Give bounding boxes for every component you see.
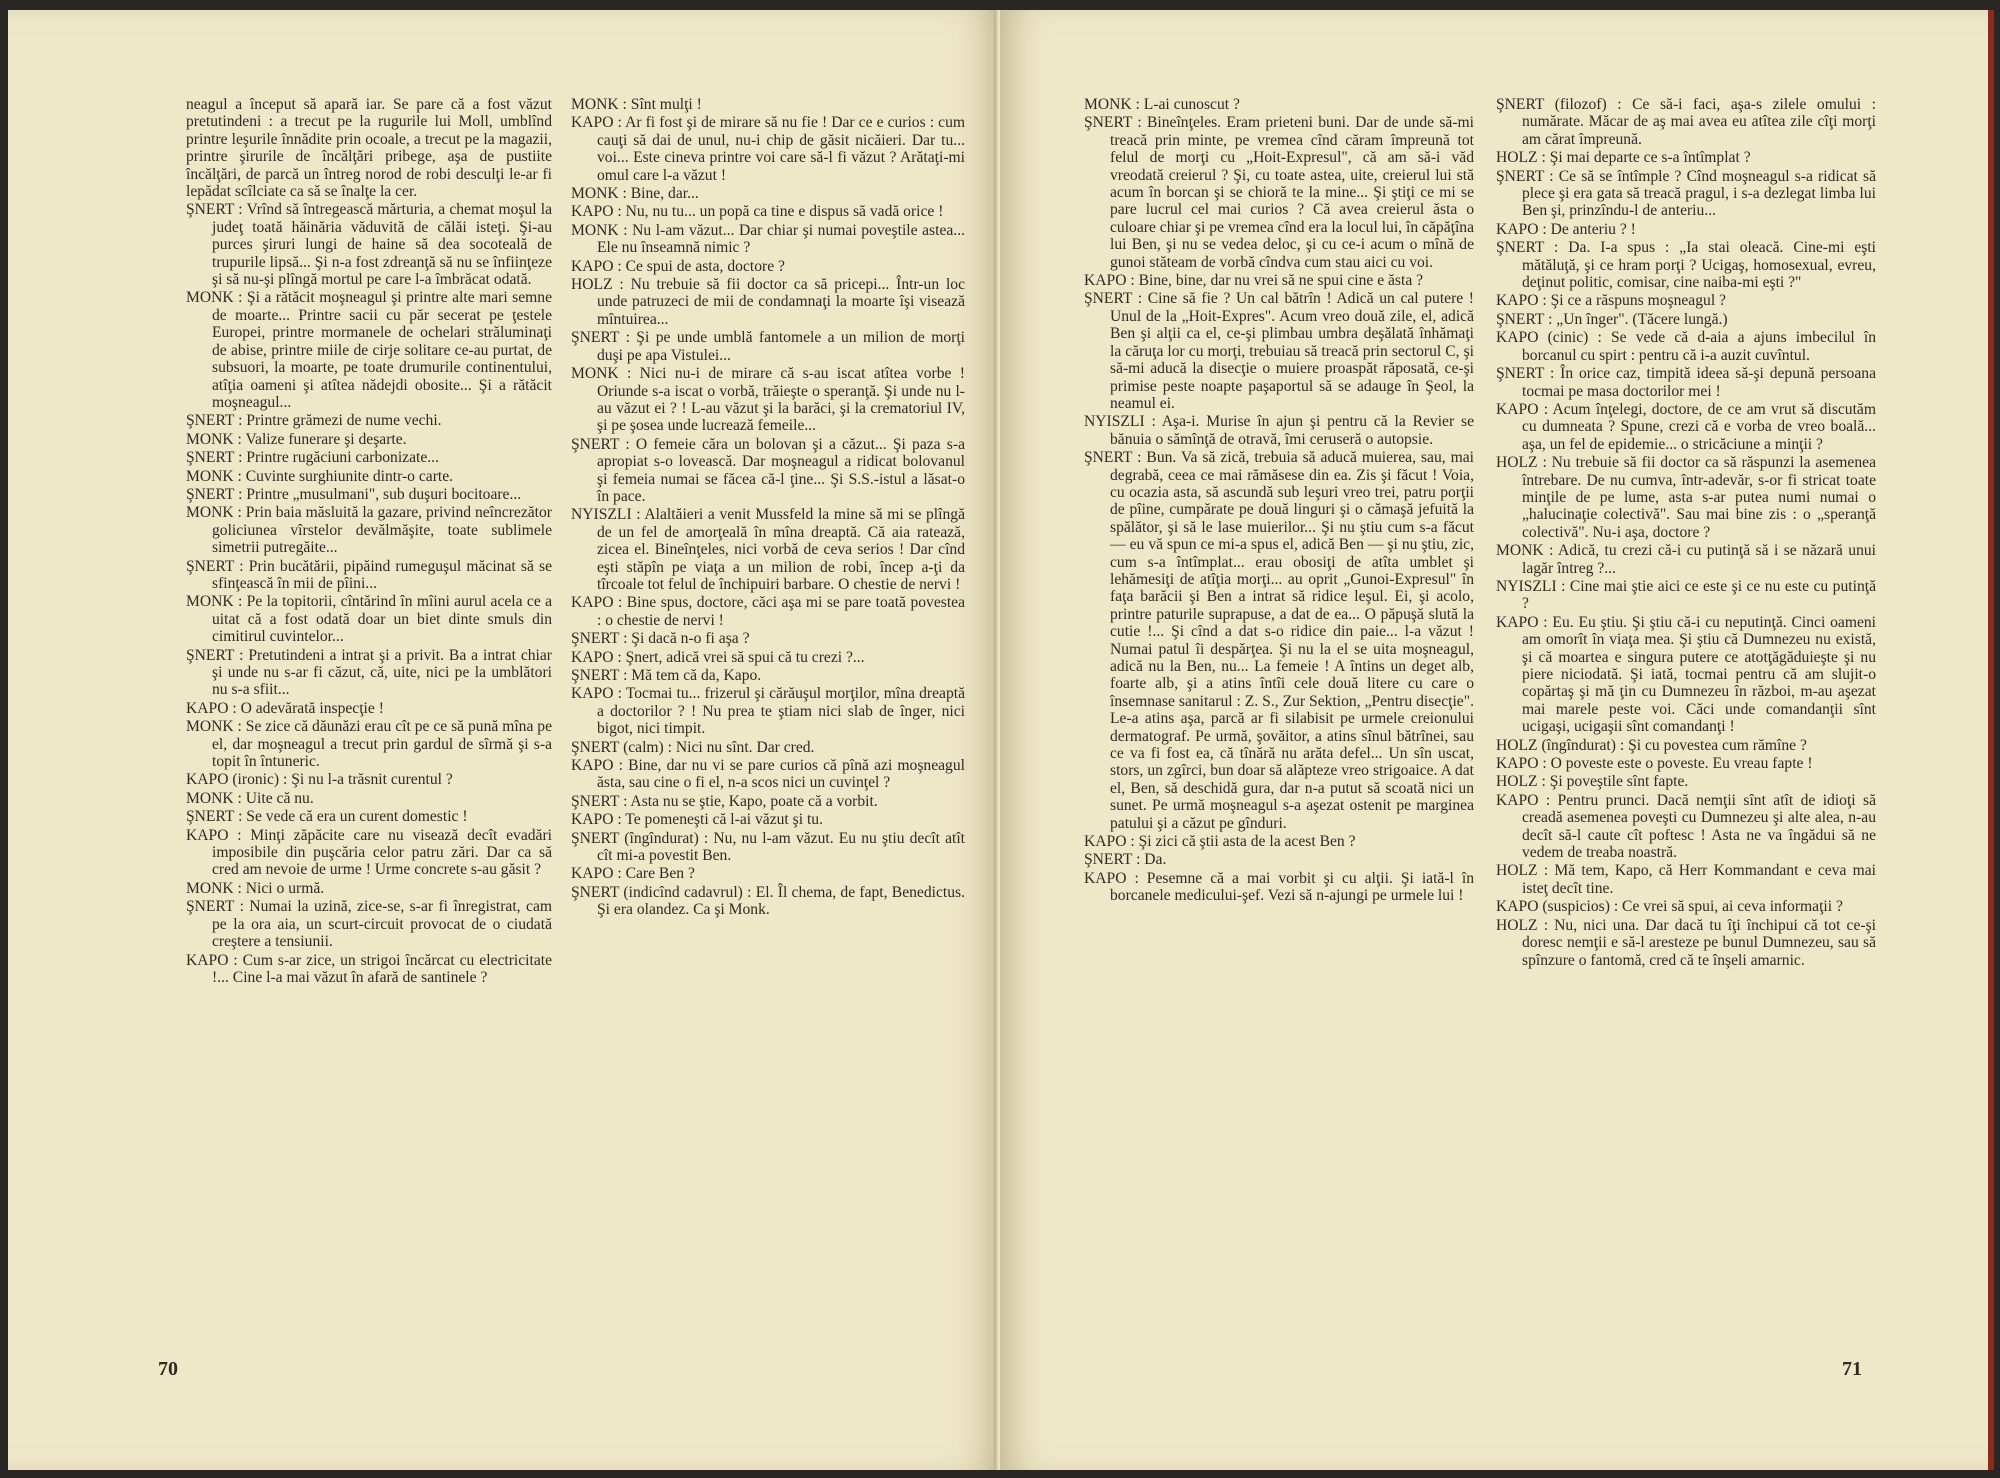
dialogue-line: KAPO : Care Ben ? (571, 865, 695, 883)
dialogue-line: KAPO : Şi zici că ştii asta de la acest Ben ? (1084, 833, 1356, 851)
dialogue-line: MONK : Se zice că dăunăzi erau cît pe ce să pună mîna pe el, dar moşneagul a trecut prin gardul de sîrmă şi s-a topit în întuneric. (186, 718, 552, 771)
dialogue-line: ŞNERT : Cine să fie ? Un cal bătrîn ! Adică un cal putere ! Unul de la „Hoit-Expres". Acum vreo două zile, el, adică Ben şi alţii ca el, ce-şi plimbau umbra deşălată înhămaţi la căruţa lor cu morţi, trebuiau să treacă prin sectorul C, şi să-mi aducă la disecţie o muiere proaspăt răposată, ce-şi primise peste noapte paşaportul să se adauge în Şeol, la neamul ei. (1084, 290, 1474, 412)
dialogue-line: ŞNERT : Printre grămezi de nume vechi. (186, 412, 442, 430)
dialogue-line: ŞNERT : Şi dacă n-o fi aşa ? (571, 630, 750, 648)
dialogue-line: MONK : Adică, tu crezi că-i cu putinţă să i se năzară unui lagăr întreg ?... (1496, 542, 1876, 577)
dialogue-line: MONK : Nu l-am văzut... Dar chiar şi numai poveştile astea... Ele nu înseamnă nimic ? (571, 221, 965, 257)
dialogue-line: KAPO : Bine, bine, dar nu vrei să ne spui cine e ăsta ? (1084, 272, 1424, 290)
dialogue-line: KAPO : Pentru prunci. Dacă nemţii sînt atît de idioţi să creadă asemenea poveşti cu Dumnezeu şi alte alea, n-au decît să-l caute cît poftesc ! Asta ne va îngădui să ne vedem de treaba noastră. (1496, 791, 1876, 862)
dialogue-line: KAPO (ironic) : Şi nu l-a trăsnit curentul ? (186, 771, 453, 789)
right-page (1000, 10, 1994, 1470)
dialogue-line: neagul a început să apară iar. Se pare că a fost văzut pretutindeni : a trecut pe la rugurile lui Moll, umblînd printre leşurile înnădite prin ocoale, a trecut pe la magazii, printre şirurile de încălţări pribege, aşa de pustiite încălţări, de parcă un întreg norod de robi desculţi le-ar fi lepădat scîlciate ca să se înalţe la cer. (186, 96, 552, 201)
dialogue-line: MONK : Şi a rătăcit moşneagul şi printre alte mari semne de moarte... Printre sacii cu păr secerat pe ţestele Europei, printre mormanele de ochelari străluminaţi de abise, printre miile de cirje solitare ce-au purtat, de subsuori, la moarte, pe toate drumurile continentului, atîţia oameni şi atîtea nădejdi obosite... Şi a rătăcit moşneagul... (186, 289, 552, 411)
dialogue-line: ŞNERT : În orice caz, timpită ideea să-şi depună persoana tocmai pe masa doctorilor mei ! (1496, 365, 1876, 400)
dialogue-line: KAPO : Cum s-ar zice, un strigoi încărcat cu electricitate !... Cine l-a mai văzut în afară de santinele ? (186, 951, 552, 986)
dialogue-line: KAPO : Bine, dar nu vi se pare curios că pînă azi moşneagul ăsta, sau cine o fi el, n-a scos nici un cuvinţel ? (571, 757, 965, 792)
page-number-left: 70 (158, 1358, 178, 1380)
dialogue-line: KAPO : Minţi zăpăcite care nu visează decît evadări imposibile din puşcăria celor patru zări. Dar ca să cred am nevoie de urme ! Urme concrete s-au găsit ? (186, 826, 552, 879)
dialogue-line: MONK : Uite că nu. (186, 789, 314, 807)
dialogue-line: MONK : L-ai cunoscut ? (1084, 96, 1240, 113)
dialogue-line: ŞNERT : Prin bucătării, pipăind rumeguşul măcinat să se sfinţească în mii de pîini... (186, 557, 552, 592)
dialogue-line: ŞNERT (indicînd cadavrul) : El. Îl chema, de fapt, Benedictus. Şi era olandez. Ca şi Monk. (571, 883, 965, 919)
dialogue-line: MONK : Prin baia măsluită la gazare, privind neîncrezător goliciunea vîrstelor devălmăşite, toate sublimele simetrii putregăite... (186, 504, 552, 557)
dialogue-line: MONK : Bine, dar... (571, 185, 699, 203)
dialogue-line: KAPO : Şnert, adică vrei să spui că tu crezi ?... (571, 648, 865, 666)
dialogue-line: HOLZ (îngîndurat) : Şi cu povestea cum rămîne ? (1496, 736, 1807, 754)
dialogue-line: ŞNERT : Da. (1084, 851, 1167, 869)
dialogue-line: ŞNERT : Bineînţeles. Eram prieteni buni. Dar de unde să-mi treacă prin minte, pe vremea cînd căram împreună tot felul de morţi cu „Hoit-Expresul", că am să-i văd vreodată creierul ? Şi, cu toate astea, uite, creierul lui stă acum în borcan şi se chioră te la mine... Şi ştiţi ce mi se pare lucrul cel mai curios ? Că avea creierul ăsta o culoare chiar şi pe vremea cînd era la locul lui, în căpăţîna lui Ben, şi nu se vedea deloc, şi cu ce-i acum o mînă de gunoi stăteam de vorbă cîndva cum stau aici cu voi. (1084, 114, 1474, 271)
dialogue-line: ŞNERT : Pretutindeni a intrat şi a privit. Ba a intrat chiar şi unde nu s-ar fi căzut, că, uite, nici pe la umblători nu s-a sfiit... (186, 646, 552, 699)
dialogue-line: MONK : Valize funerare şi deşarte. (186, 430, 407, 448)
dialogue-line: ŞNERT : „Un înger". (Tăcere lungă.) (1496, 310, 1728, 328)
dialogue-line: HOLZ : Nu trebuie să fii doctor ca să pricepi... Într-un loc unde patruzeci de mii de condamnaţi la moarte îşi visează mîntuirea... (571, 276, 965, 328)
dialogue-line: KAPO : Te pomeneşti că l-ai văzut şi tu. (571, 811, 823, 829)
dialogue-line: KAPO (cinic) : Se vede că d-aia a ajuns imbecilul în borcanul cu spirt : pentru că i-a auzit cuvîntul. (1496, 329, 1876, 364)
column-2 (571, 96, 965, 920)
page-number-right: 71 (1842, 1358, 1862, 1380)
dialogue-line: NYISZLI : Aşa-i. Murise în ajun şi pentru că la Revier se bănuia o sămînţă de otravă, îmi ceruseră o autopsie. (1084, 413, 1474, 448)
dialogue-line: ŞNERT : Numai la uzină, zice-se, s-ar fi înregistrat, cam pe la ora aia, un scurt-circuit provocat de o ciudată creştere a tensiunii. (186, 898, 552, 951)
dialogue-line: ŞNERT : Mă tem că da, Kapo. (571, 667, 762, 684)
dialogue-line: ŞNERT : Bun. Va să zică, trebuia să aducă muierea, sau, mai degrabă, ceea ce mai rămăsese din ea. Zis şi făcut ! Voia, cu ocazia asta, să ascundă sub leşuri vreo trei, patru porţii de pîine, cumpărate pe două linguri şi o cămaşă jefuită la spălător, şi să le lase muierilor... Şi nu ştiu cum s-a făcut — eu vă spun ce mi-a spus el, adică Ben — şi nu ştiu, zic, cum s-a întîmplat... erau obosiţi de atîta umblet şi lehămesiţi de atîţia morţi... au oprit „Gunoi-Expresul" în faţa barăcii şi Ben a intrat să ridice leşul. Ei, şi acolo, printre paturile suprapuse, a dat de ea... O păpuşă slută la cutie !... Şi cînd a dat s-o ridice din paie... l-a văzut ! Numai patul îi despărţea. Şi nu la el se uita moşneagul, adică nu la Ben, nu... La femeie ! A întins un deget alb, foarte alb, şi a atins întîi cele două litere cu care o însemnase sanitarul : Z. S., Zur Sektion, „Pentru disecţie". Le-a atins aşa, parcă ar fi silabisit pe urmele creionului dermatograf. Pe urmă, şovăitor, a atins sînul bătrînei, sau ce va fi fost ea, că tînără nu arăta defel... Un sîn uscat, stors, un zgîrci, bun doar să alăpteze vreo strigoaice. A dat el, Ben, să deschidă gura, dar n-a putut să scoată nici un sunet. Pe urmă moşneagul s-a aşezat ostenit pe marginea patului şi a căzut pe gînduri. (1084, 449, 1474, 832)
dialogue-line: ŞNERT (filozof) : Ce să-i faci, aşa-s zilele omului : numărate. Măcar de aş mai avea eu atîtea zile cîţi morţi am cărat împreună. (1496, 96, 1876, 148)
dialogue-line: MONK : Nici nu-i de mirare că s-au iscat atîtea vorbe ! Oriunde s-a iscat o vorbă, trăieşte o speranţă. Şi unde nu l-au văzut ei ? ! L-au văzut şi la barăci, şi la crematoriul IV, şi pe şosea unde lucrează femeile... (571, 365, 965, 435)
dialogue-line: KAPO : Acum înţelegi, doctore, de ce am vrut să discutăm cu dumneata ? Spune, crezi că e vorba de vreo boală... aşa, un fel de epidemie... o stricăciune a minţii ? (1496, 400, 1876, 453)
dialogue-line: KAPO : Eu. Eu ştiu. Şi ştiu că-i cu neputinţă. Cinci oameni am omorît în viaţa mea. Şi ştiu că Dumnezeu nu există, şi că moartea e singura putere ce atotţăgăduieşte şi nu piere niciodată. Şi iată, tocmai pentru că am slujit-o copărtaş şi mă ţin cu Dumnezeu în război, m-au aşezat mai marele peste voi. Căci unde comandanţii sînt ucigaşi, ucigaşii sînt comandanţi ! (1496, 613, 1876, 736)
dialogue-line: MONK : Pe la topitorii, cîntărind în mîini aurul acela ce a uitat că a fost odată doar un biet dinte smuls din cimitirul cuvintelor... (186, 593, 552, 646)
dialogue-line: KAPO : Tocmai tu... frizerul şi cărăuşul morţilor, mîna dreaptă a doctorilor ? ! Nu prea te ştiam nici slab de înger, nici bigot, nici timpit. (571, 685, 965, 738)
column-1 (186, 96, 552, 987)
dialogue-line: ŞNERT : Vrînd să întregească mărturia, a chemat moşul la judeţ toată hăinăria văduvită de călăi isteţi. Şi-au purces şiruri lungi de haine să dea socoteală de trupurile lipsă... Şi n-a fost zdreanţă să nu se înfiinţeze şi să nu-şi plîngă mortul pe care l-a îmbrăcat odată. (186, 201, 552, 289)
dialogue-line: HOLZ : Şi mai departe ce s-a întîmplat ? (1496, 149, 1751, 167)
dialogue-line: KAPO : Nu, nu tu... un popă ca tine e dispus să vadă orice ! (571, 203, 944, 221)
dialogue-line: HOLZ : Mă tem, Kapo, că Herr Kommandant e ceva mai isteţ decît tine. (1496, 862, 1876, 897)
page-edge (1988, 10, 1994, 1470)
dialogue-line: KAPO : Bine spus, doctore, căci aşa mi se pare toată povestea : o chestie de nervi ! (571, 594, 965, 629)
column-3 (1084, 96, 1474, 906)
dialogue-line: KAPO : Ar fi fost şi de mirare să nu fie ! Dar ce e curios : cum cauţi să dai de unul, nu-i chip de găsit nicăieri. Dar tu... voi... Este cineva printre voi care să-l fi văzut ? Arătaţi-mi omul care l-a văzut ! (571, 114, 965, 184)
dialogue-line: KAPO : Ce spui de asta, doctore ? (571, 257, 785, 275)
dialogue-line: ŞNERT (îngîndurat) : Nu, nu l-am văzut. Eu nu ştiu decît atît cît mi-a povestit Ben. (571, 829, 965, 865)
column-4 (1496, 96, 1876, 970)
dialogue-line: ŞNERT : Şi pe unde umblă fantomele a un milion de morţi duşi pe apa Vistulei... (571, 329, 965, 364)
dialogue-line: ŞNERT : Printre „musulmani", sub duşuri bocitoare... (186, 485, 522, 503)
dialogue-line: NYISZLI : Cine mai ştie aici ce este şi ce nu este cu putinţă ? (1496, 577, 1876, 613)
dialogue-line: KAPO : Pesemne că a mai vorbit şi cu alţii. Şi iată-l în borcanele medicului-şef. Vezi să n-ajungi pe urmele lui ! (1084, 869, 1474, 905)
dialogue-line: MONK : Sînt mulţi ! (571, 96, 702, 113)
dialogue-line: KAPO : O poveste este o poveste. Eu vreau fapte ! (1496, 755, 1813, 773)
dialogue-line: ŞNERT : Asta nu se ştie, Kapo, poate că a vorbit. (571, 792, 878, 810)
dialogue-line: ŞNERT : Ce să se întîmple ? Cînd moşneagul s-a ridicat să plece şi era gata să treacă pragul, i s-a dezlegat limba lui Ben şi, prinzîndu-l de anteriu... (1496, 167, 1876, 220)
dialogue-line: NYISZLI : Alaltăieri a venit Mussfeld la mine să mi se plîngă de un fel de amorţeală în mîna dreaptă. Că aia ratează, zicea el. Bineînţeles, nici vorbă de ceva serios ! Dar cînd eşti stăpîn pe viaţa a un milion de robi, încep a-ţi da tîrcoale tot felul de închipuiri barbare. O chestie de nervi ! (571, 506, 965, 593)
dialogue-line: ŞNERT : O femeie căra un bolovan şi a căzut... Şi paza s-a apropiat s-o lovească. Dar moşneagul a ridicat bolovanul şi femeia numai se făcea că-l ţine... Şi S.S.-istul a lăsat-o în pace. (571, 435, 965, 505)
dialogue-line: MONK : Cuvinte surghiunite dintr-o carte. (186, 467, 454, 485)
dialogue-line: HOLZ : Şi poveştile sînt fapte. (1496, 773, 1689, 791)
dialogue-line: MONK : Nici o urmă. (186, 879, 325, 897)
dialogue-line: HOLZ : Nu, nici una. Dar dacă tu îţi închipui că tot ce-şi doresc nemţii e să-l aresteze pe bunul Dumnezeu, sau să spînzure o fantomă, cred că te înşeli amarnic. (1496, 916, 1876, 969)
dialogue-line: ŞNERT : Printre rugăciuni carbonizate... (186, 449, 439, 467)
dialogue-line: ŞNERT : Da. I-a spus : „Ia stai oleacă. Cine-mi eşti mătăluţă, şi ce hram porţi ? Ucigaş, homosexual, evreu, deţinut politic, comisar, cine naiba-mi eşti ?" (1496, 239, 1876, 292)
dialogue-line: KAPO (suspicios) : Ce vrei să spui, ai ceva informaţii ? (1496, 898, 1843, 916)
dialogue-line: ŞNERT : Se vede că era un curent domestic ! (186, 808, 468, 826)
dialogue-line: HOLZ : Nu trebuie să fii doctor ca să răspunzi la asemenea întrebare. De nu cumva, într-adevăr, s-or fi stricat toate minţile de pe lume, asta s-ar putea numi numai o „halucinaţie colectivă". Sau mai bine zis : o „speranţă colectivă". Nu-i aşa, doctore ? (1496, 454, 1876, 541)
dialogue-line: ŞNERT (calm) : Nici nu sînt. Dar cred. (571, 738, 815, 756)
dialogue-line: KAPO : O adevărată inspecţie ! (186, 699, 384, 717)
dialogue-line: KAPO : De anteriu ? ! (1496, 220, 1636, 238)
left-page (8, 10, 998, 1470)
dialogue-line: KAPO : Şi ce a răspuns moşneagul ? (1496, 292, 1726, 310)
